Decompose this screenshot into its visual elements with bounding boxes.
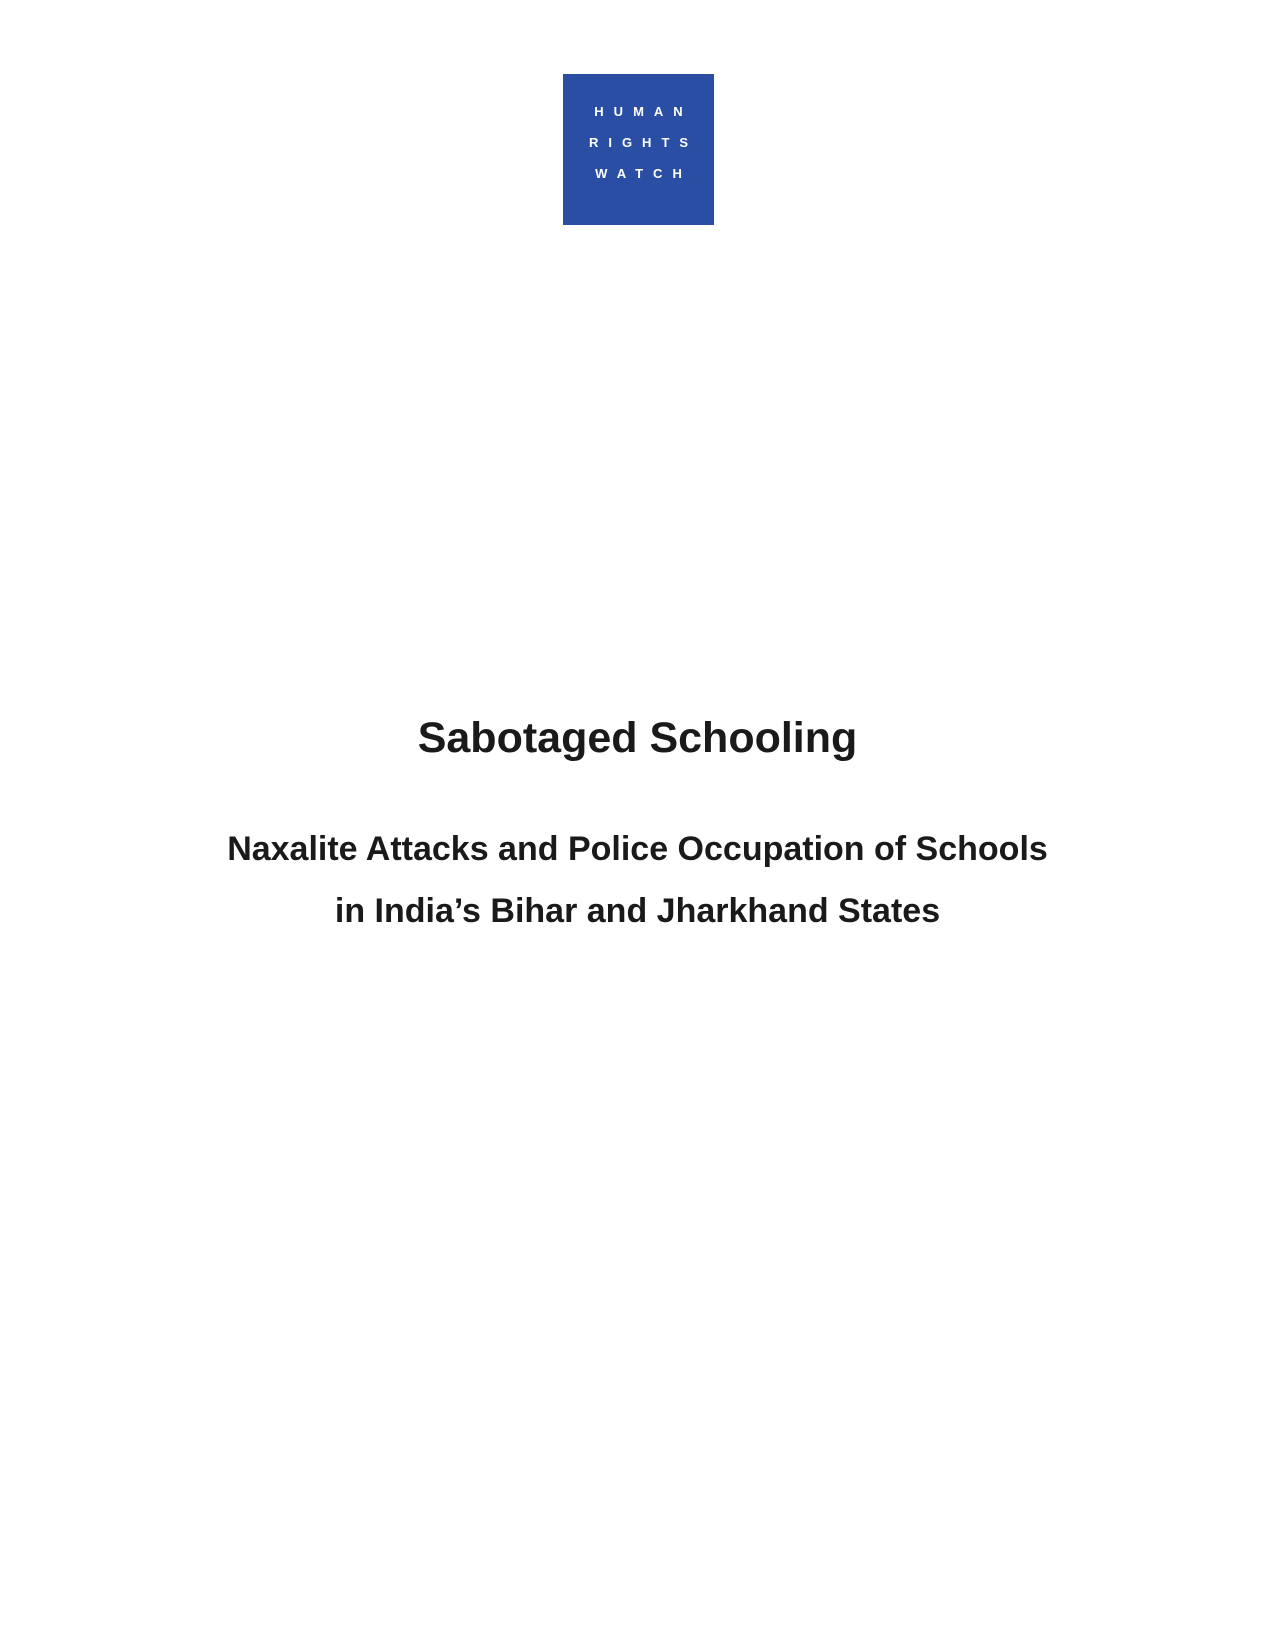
logo-text-line: HUMAN — [594, 104, 693, 119]
human-rights-watch-logo — [563, 74, 714, 225]
subtitle-line: in India’s Bihar and Jharkhand States — [334, 892, 941, 930]
subtitle-line: Naxalite Attacks and Police Occupation of Schools — [227, 830, 1048, 868]
logo-text-line: WATCH — [595, 166, 692, 181]
report-title: Sabotaged Schooling — [417, 714, 858, 762]
logo-text-line: RIGHTS — [588, 135, 699, 150]
report-subtitle — [0, 818, 1275, 942]
